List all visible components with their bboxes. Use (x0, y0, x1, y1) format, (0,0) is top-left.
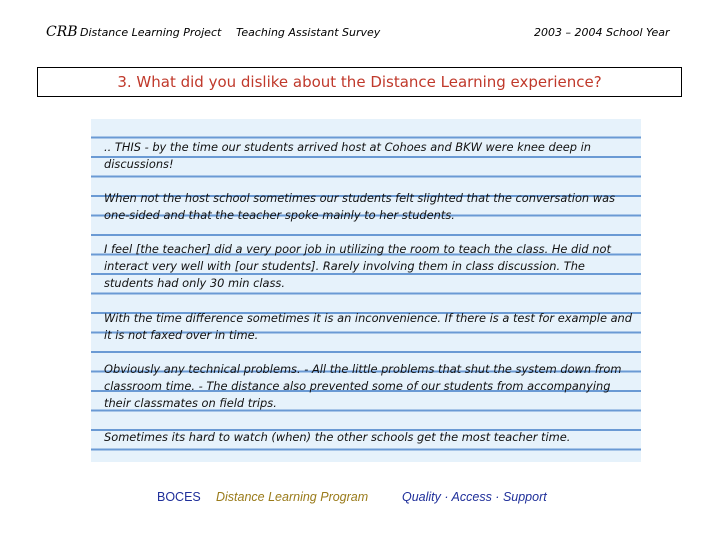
logo-text: CRB (46, 24, 78, 40)
question-box (37, 67, 682, 97)
comment-6: Sometimes its hard to watch (when) the other schools get the most teacher time. (104, 429, 571, 444)
survey-title: Teaching Assistant Survey (236, 26, 381, 39)
footer-program: Distance Learning Program (216, 490, 369, 504)
footer-org: BOCES (157, 490, 201, 504)
question-text: 3. What did you dislike about the Distance Learning experience? (117, 73, 602, 91)
comment-1: .. THIS - by the time our students arrived host at Cohoes and BKW were knee deep in discussions! (104, 140, 592, 171)
school-year: 2003 – 2004 School Year (534, 26, 670, 39)
footer-tagline: Quality · Access · Support (402, 490, 547, 504)
comment-4: With the time difference sometimes it is an inconvenience. If there is a test for example and it is not faxed over in time. (104, 310, 632, 342)
comment-5: Obviously any technical problems. - All the little problems that shut the system down from classroom time. - The distance also prevented some of our students from accompanying their classmates on field trips. (104, 361, 622, 410)
project-title: Distance Learning Project (80, 26, 222, 39)
comment-2: When not the host school sometimes our students felt slighted that the conversation was one-sided and that the teacher spoke mainly to her students. (104, 191, 615, 223)
comment-3: I feel [the teacher] did a very poor job in utilizing the room to teach the class. He did not interact very well with [our students]. Rarely involving them in class discussion. The students had only 30 min class. (104, 242, 611, 291)
comment-list (104, 139, 636, 463)
